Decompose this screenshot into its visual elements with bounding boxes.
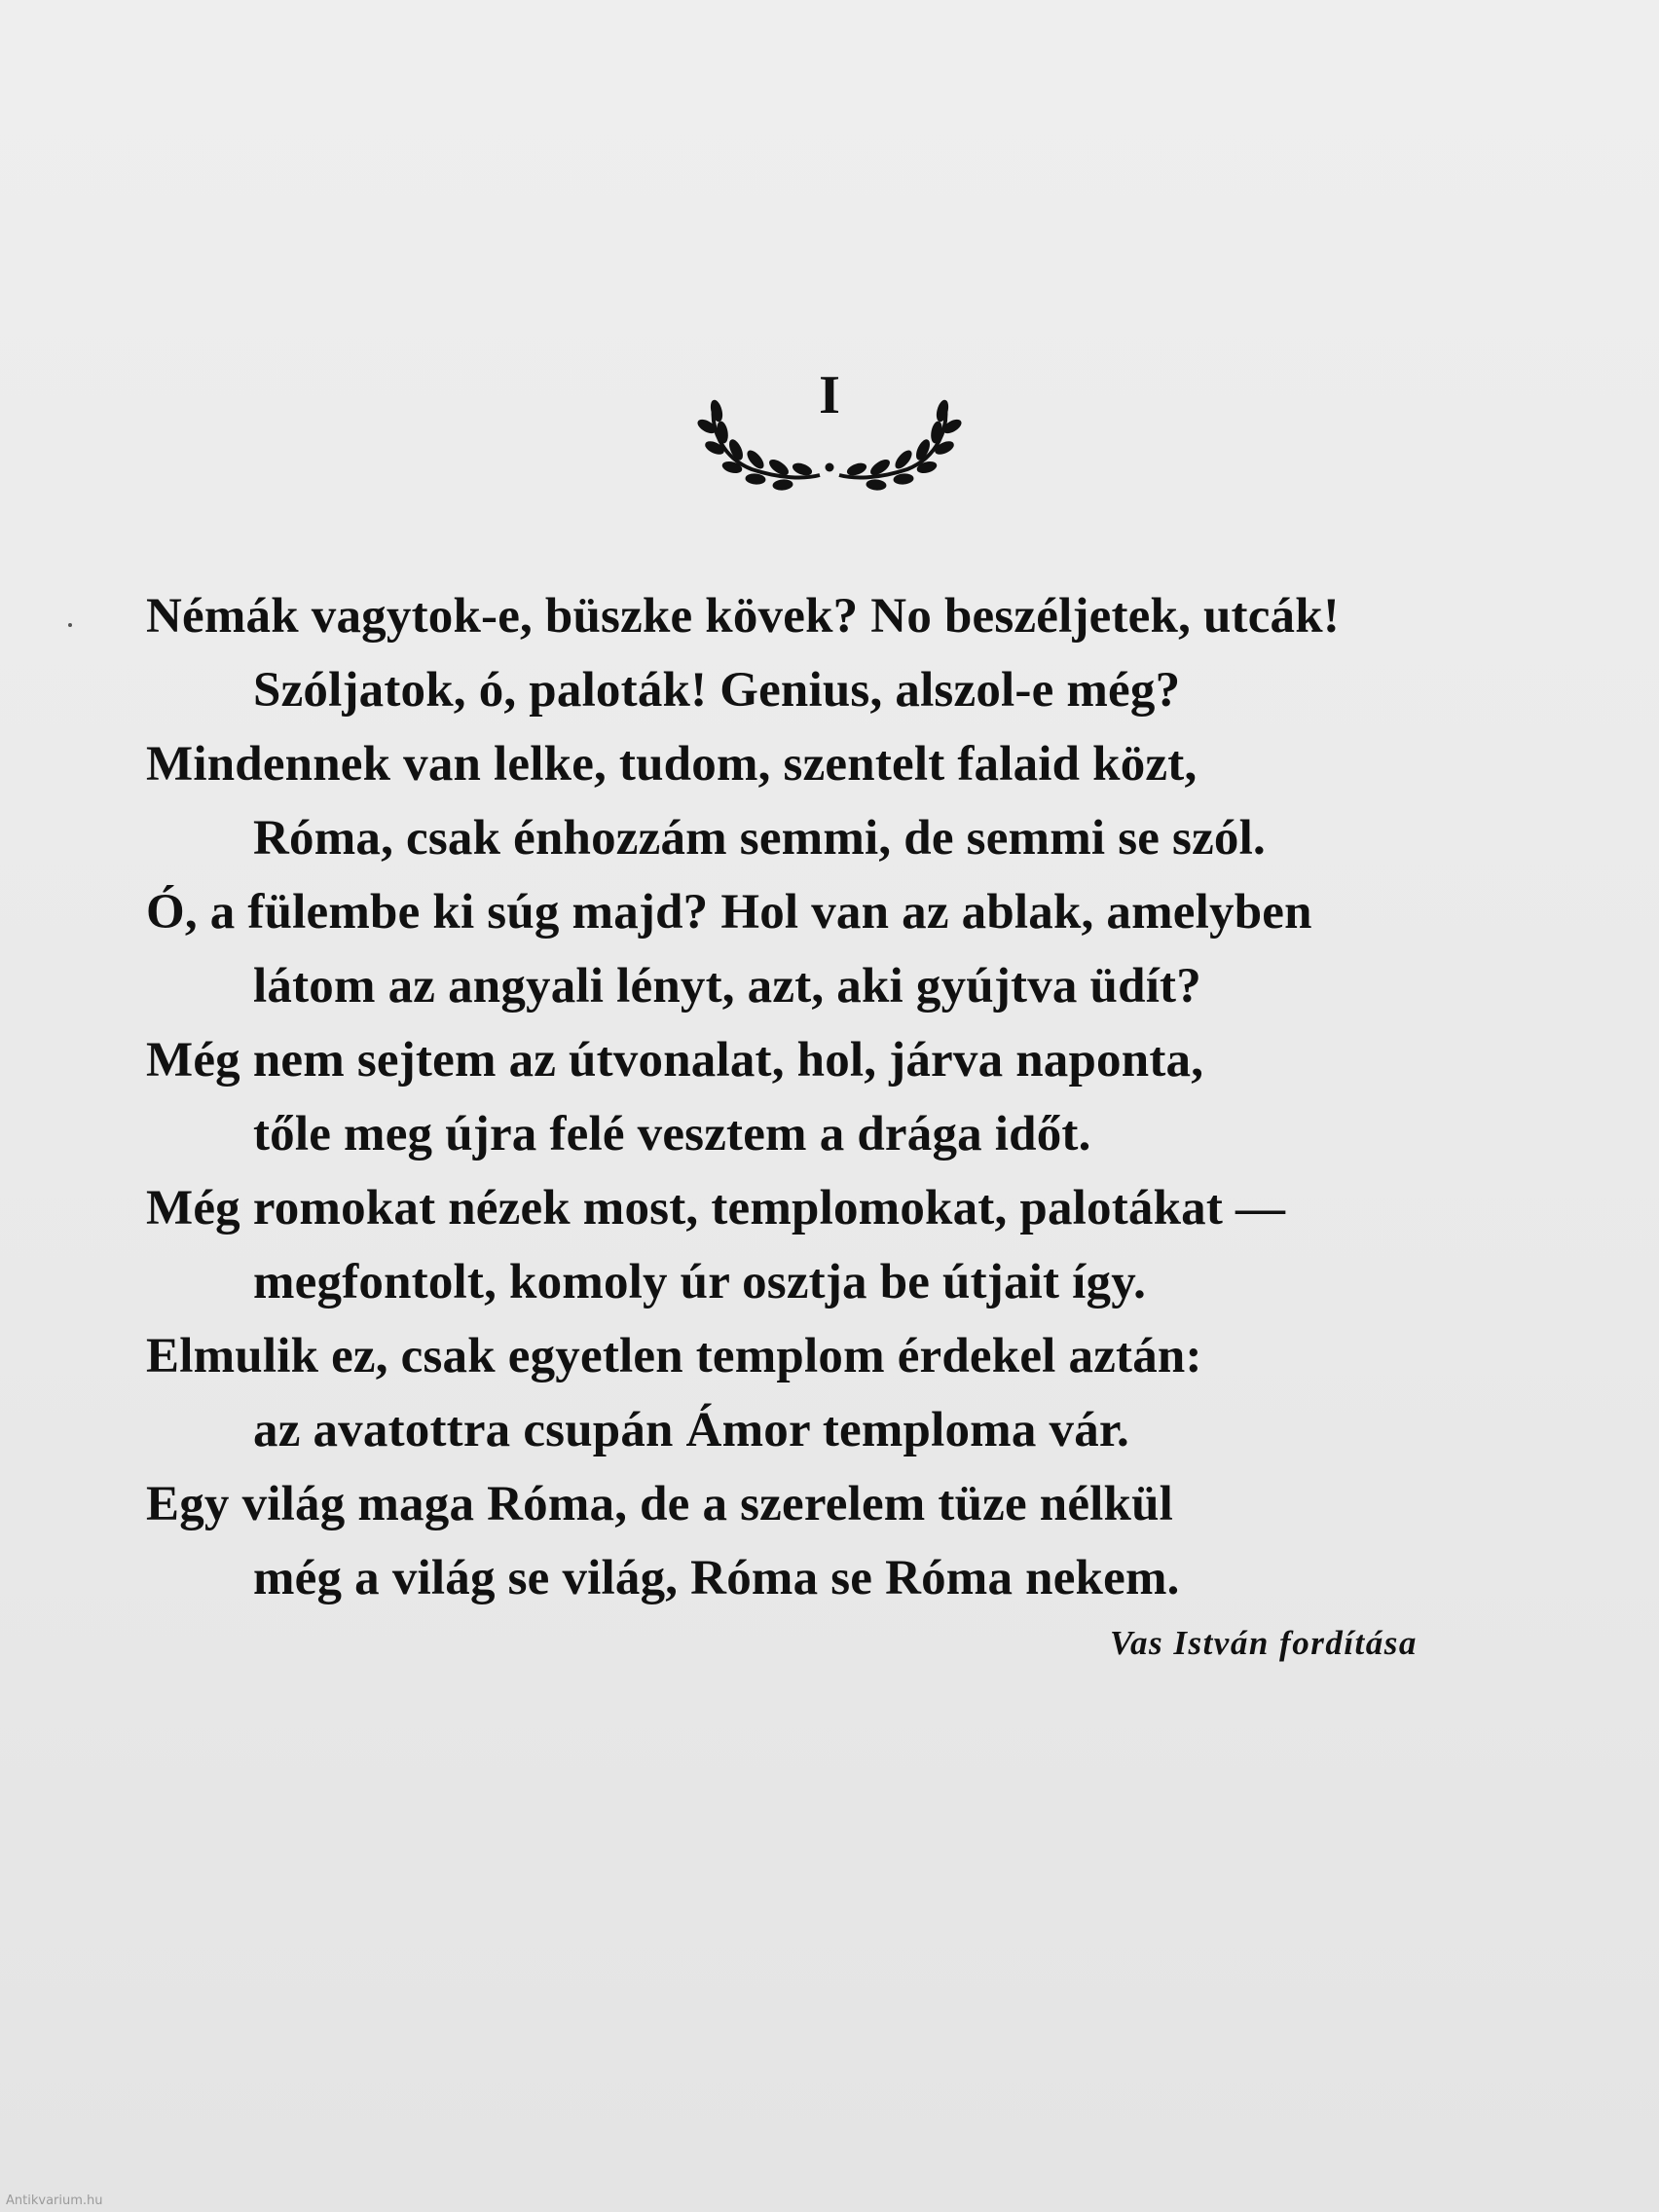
poem-line: még a világ se világ, Róma se Róma nekem. (253, 1551, 1180, 1605)
poem-line: tőle meg újra felé vesztem a drága időt. (253, 1107, 1091, 1161)
poem-line: Ó, a fülembe ki súg majd? Hol van az ablak, amelyben (146, 885, 1312, 940)
poem-line: Szóljatok, ó, paloták! Genius, alszol-e még? (253, 663, 1181, 718)
section-numeral: I (819, 365, 840, 425)
poem-line: Mindennek van lelke, tudom, szentelt falaid közt, (146, 737, 1198, 792)
watermark: Antikvarium.hu (6, 2194, 103, 2208)
poem-line: az avatottra csupán Ámor temploma vár. (253, 1403, 1130, 1457)
poem-line: Róma, csak énhozzám semmi, de semmi se szól. (253, 811, 1266, 866)
translator-credit: Vas István fordítása (1110, 1624, 1418, 1662)
poem-line: Egy világ maga Róma, de a szerelem tüze nélkül (146, 1477, 1174, 1531)
poem-line: megfontolt, komoly úr osztja be útjait így. (253, 1255, 1147, 1309)
poem-line: látom az angyali lényt, azt, aki gyújtva üdít? (253, 959, 1201, 1014)
poem-line: Elmulik ez, csak egyetlen templom érdekel aztán: (146, 1329, 1202, 1383)
poem-line: Némák vagytok-e, büszke kövek? No beszéljetek, utcák! (146, 589, 1341, 644)
page-speck (68, 623, 72, 627)
section-heading (693, 350, 966, 497)
poem-line: Még romokat nézek most, templomokat, palotákat — (146, 1181, 1286, 1235)
laurel-wreath-icon (693, 389, 966, 497)
poem-line: Még nem sejtem az útvonalat, hol, járva naponta, (146, 1033, 1204, 1088)
poem (146, 579, 1558, 1615)
